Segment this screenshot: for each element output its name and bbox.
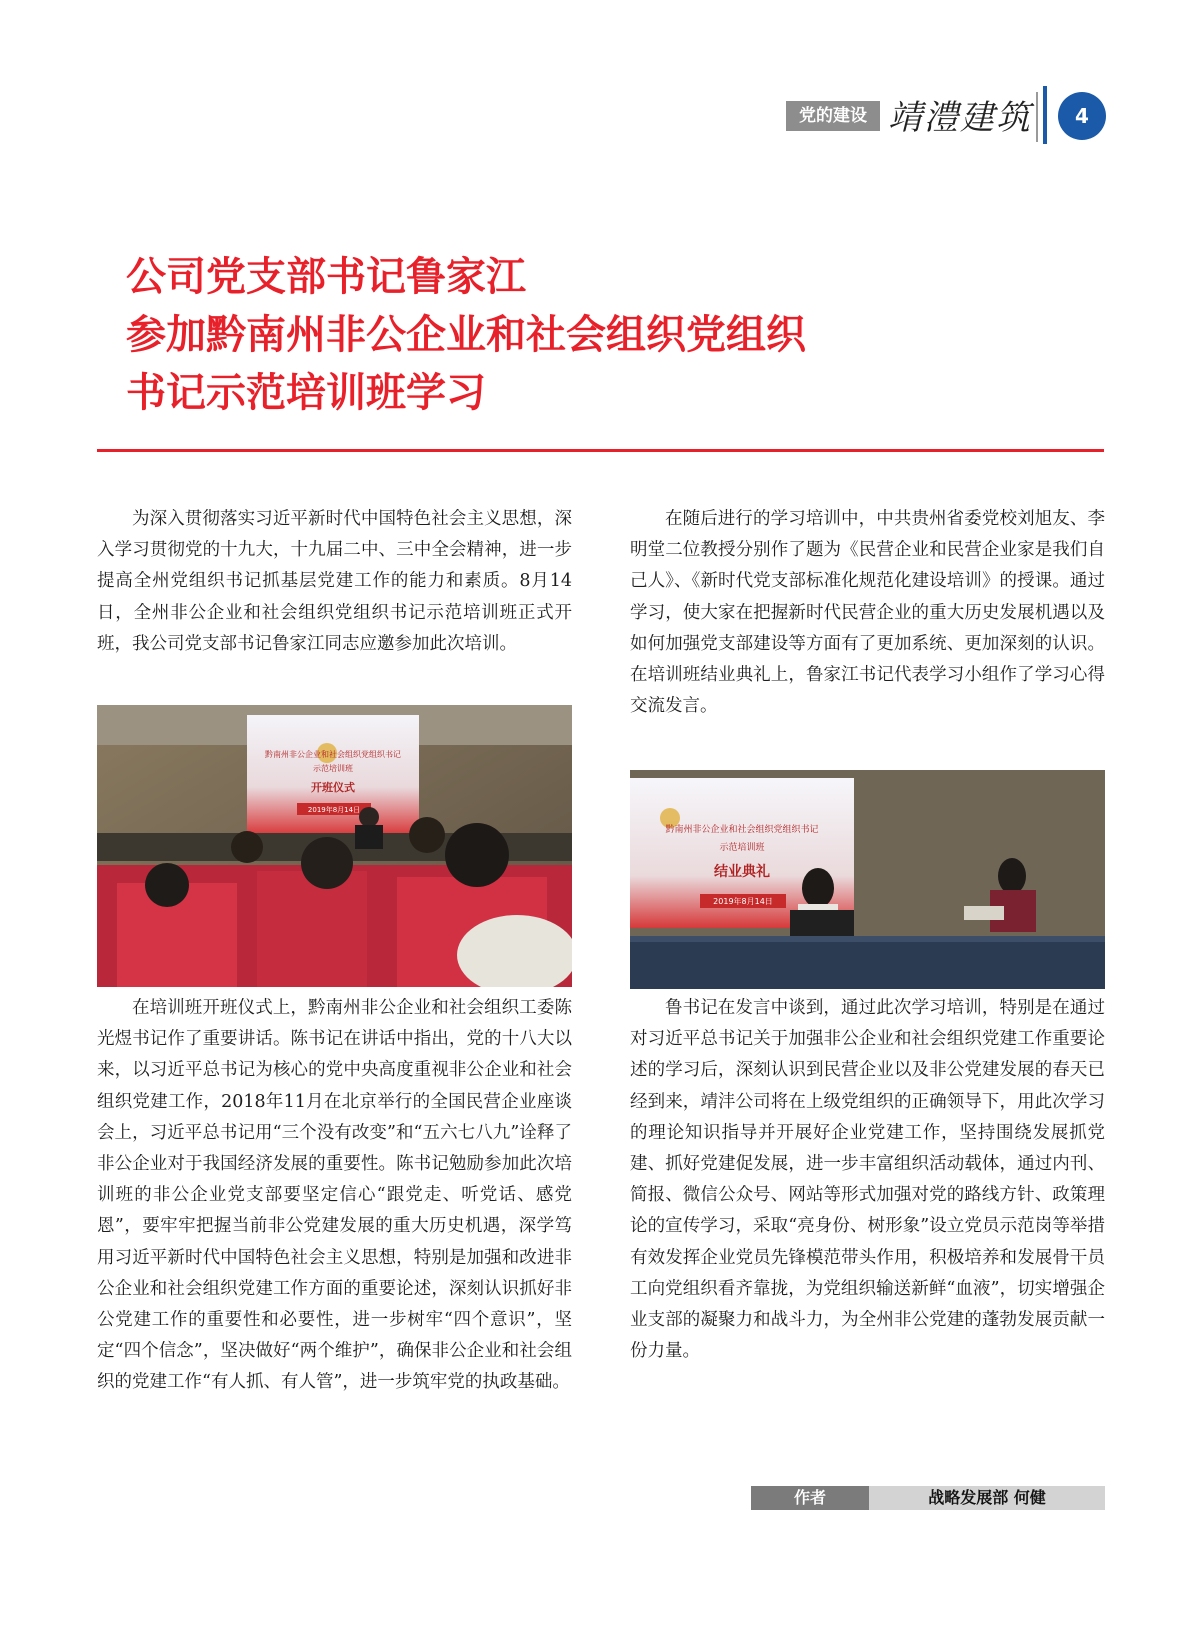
page-number: 4 [1058,92,1106,140]
right-column-top [630,504,1105,722]
magazine-logo: 靖澧建筑 [888,98,1032,138]
left-column-bottom [97,993,572,1399]
screen-text-3: 结业典礼 [714,864,770,880]
right-column-bottom [630,993,1105,1367]
paragraph: 鲁书记在发言中谈到，通过此次学习培训，特别是在通过对习近平总书记关于加强非公企业和社会组织党建工作重要论述的学习后，深刻认识到民营企业以及非公党建发展的春天已经到来，靖沣公司将在上级党组织的正确领导下，用此次学习的理论知识指导并开展好企业党建工作，坚持围绕发展抓党建、抓好党建促发展，进一步丰富组织活动载体，通过内刊、简报、微信公众号、网站等形式加强对党的路线方针、政策理论的宣传学习，采取“亮身份、树形象”设立党员示范岗等举措有效发挥企业党员先锋模范带头作用，积极培养和发展骨干员工向党组织看齐靠拢，为党组织输送新鲜“血液”，切实增强企业支部的凝聚力和战斗力，为全州非公党建的蓬勃发展贡献一份力量。 [630,998,1105,1362]
paragraph: 在随后进行的学习培训中，中共贵州省委党校刘旭友、李明堂二位教授分别作了题为《民营企业和民营企业家是我们自己人》、《新时代党支部标准化规范化建设培训》的授课。通过学习，使大家在把握新时代民营企业的重大历史发展机遇以及如何加强党支部建设等方面有了更加系统、更加深刻的认识。在培训班结业典礼上，鲁家江书记代表学习小组作了学习心得交流发言。 [630,509,1105,717]
screen-text-1: 黔南州非公企业和社会组织党组织书记 [265,750,401,759]
paragraph: 在培训班开班仪式上，黔南州非公企业和社会组织工委陈光煜书记作了重要讲话。陈书记在讲话中指出，党的十八大以来，以习近平总书记为核心的党中央高度重视非公企业和社会组织党建工作，2018年11月在北京举行的全国民营企业座谈会上，习近平总书记用“三个没有改变”和“五六七八九”诠释了非公企业对于我国经济发展的重要性。陈书记勉励参加此次培训班的非公企业党支部要坚定信心“跟党走、听党话、感党恩”，要牢牢把握当前非公党建发展的重大历史机遇，深学笃用习近平新时代中国特色社会主义思想，特别是加强和改进非公企业和社会组织党建工作方面的重要论述，深刻认识抓好非公党建工作的重要性和必要性，进一步树牢“四个意识”，坚定“四个信念”，坚决做好“两个维护”，确保非公企业和社会组织的党建工作“有人抓、有人管”，进一步筑牢党的执政基础。 [97,998,572,1393]
screen-text-2: 示范培训班 [313,764,353,773]
header-divider-accent [1043,86,1047,144]
opening-ceremony-image [97,705,572,987]
header-divider [1036,92,1038,142]
photo-opening-ceremony [97,705,572,987]
title-line-2: 参加黔南州非公企业和社会组织党组织 [126,312,806,358]
title-underline [97,449,1104,452]
closing-ceremony-image [630,770,1105,989]
screen-date: 2019年8月14日 [307,806,361,814]
screen-date: 2019年8月14日 [713,897,773,906]
section-label: 党的建设 [786,101,880,131]
author-label: 作者 [751,1486,869,1510]
author-name: 战略发展部 何健 [869,1486,1105,1510]
article-title [126,248,1126,422]
photo-closing-ceremony [630,770,1105,989]
title-line-1: 公司党支部书记鲁家江 [126,254,526,300]
screen-text-2: 示范培训班 [719,843,765,853]
paragraph: 为深入贯彻落实习近平新时代中国特色社会主义思想，深入学习贯彻党的十九大，十九届二中、三中全会精神，进一步提高全州党组织书记抓基层党建工作的能力和素质。8月14日，全州非公企业和社会组织党组织书记示范培训班正式开班，我公司党支部书记鲁家江同志应邀参加此次培训。 [97,509,572,654]
screen-text-3: 开班仪式 [311,781,355,794]
title-line-3: 书记示范培训班学习 [126,370,486,416]
screen-text-1: 黔南州非公企业和社会组织党组织书记 [665,825,819,835]
left-column-top [97,504,572,660]
